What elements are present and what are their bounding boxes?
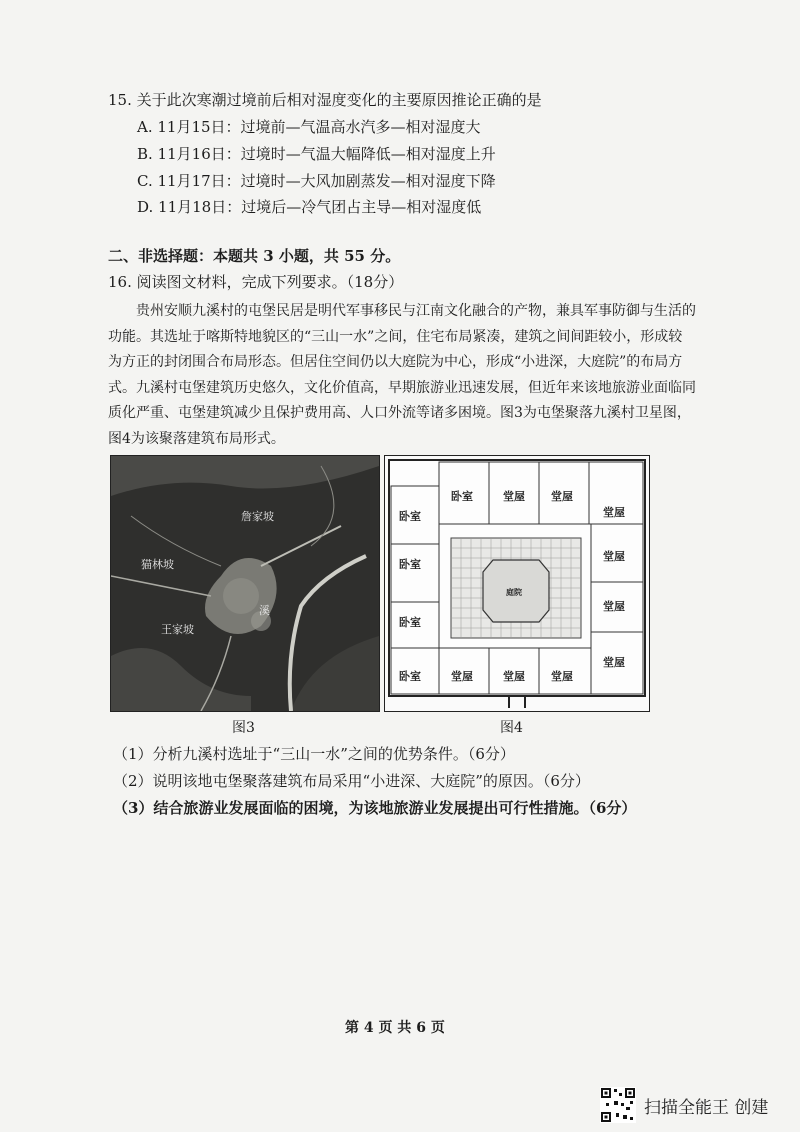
- room-label: 卧室: [399, 510, 421, 523]
- question-15-option-a: A. 11月15日：过境前—气温高水汽多—相对湿度大: [137, 118, 481, 136]
- scanner-watermark-text: 扫描全能王 创建: [644, 1097, 769, 1118]
- figure-4-caption: 图4: [500, 720, 523, 736]
- room-label: 堂屋: [551, 490, 573, 503]
- question-15-option-d: D. 11月18日：过境后—冷气团占主导—相对湿度低: [137, 198, 482, 216]
- subquestion-3: （3）结合旅游业发展面临的困境，为该地旅游业发展提出可行性措施。（6分）: [113, 799, 637, 817]
- satellite-map-figure: [110, 455, 380, 712]
- map-label-zhanjiapo: 詹家坡: [241, 510, 274, 523]
- room-label: 卧室: [399, 558, 421, 571]
- floor-plan-figure: [384, 455, 650, 712]
- material-line: 为方正的封闭围合布局形态。但居住空间仍以大庭院为中心，形成“小进深，大庭院”的布局方: [108, 354, 683, 370]
- room-label: 卧室: [399, 670, 421, 683]
- room-label: 堂屋: [451, 670, 473, 683]
- question-16-stem: 16. 阅读图文材料，完成下列要求。（18分）: [108, 273, 404, 291]
- room-label: 堂屋: [551, 670, 573, 683]
- satellite-map-image: [111, 456, 379, 711]
- room-label: 堂屋: [503, 490, 525, 503]
- floor-plan-image: [385, 456, 649, 711]
- subquestion-1: （1）分析九溪村选址于“三山一水”之间的优势条件。（6分）: [113, 745, 515, 763]
- courtyard-label: 庭院: [506, 588, 522, 597]
- room-label: 堂屋: [603, 656, 625, 669]
- map-label-wangjiapo: 王家坡: [161, 623, 194, 636]
- material-line: 图4为该聚落建筑布局形式。: [108, 430, 285, 447]
- material-line: 功能。其选址于喀斯特地貌区的“三山一水”之间，住宅布局紧凑，建筑之间间距较小，形成较: [108, 328, 683, 345]
- material-line: 贵州安顺九溪村的屯堡民居是明代军事移民与江南文化融合的产物，兼具军事防御与生活的: [136, 303, 696, 319]
- subquestion-2: （2）说明该地屯堡聚落建筑布局采用“小进深、大庭院”的原因。（6分）: [113, 772, 590, 790]
- room-label: 堂屋: [603, 600, 625, 613]
- question-16-material: [108, 299, 708, 452]
- room-label: 堂屋: [603, 550, 625, 563]
- room-label: 堂屋: [603, 506, 625, 519]
- question-15-option-c: C. 11月17日：过境时—大风加剧蒸发—相对湿度下降: [137, 172, 496, 190]
- room-label: 堂屋: [503, 670, 525, 683]
- scanner-watermark: [600, 1087, 768, 1123]
- material-line: 式。九溪村屯堡建筑历史悠久，文化价值高，早期旅游业迅速发展，但近年来该地旅游业面临同: [108, 379, 696, 396]
- room-label: 卧室: [399, 616, 421, 629]
- page-footer: 第 4 页 共 6 页: [345, 1020, 445, 1036]
- section-heading: 二、非选择题：本题共 3 小题，共 55 分。: [108, 247, 401, 265]
- material-line: 质化严重、屯堡建筑减少且保护费用高、人口外流等诸多困境。图3为屯堡聚落九溪村卫星图，: [108, 405, 691, 421]
- qr-code-icon: [600, 1087, 636, 1123]
- map-label-xi: 溪: [259, 604, 270, 617]
- question-15-option-b: B. 11月16日：过境时—气温大幅降低—相对湿度上升: [137, 145, 496, 163]
- question-15-stem: 15. 关于此次寒潮过境前后相对湿度变化的主要原因推论正确的是: [108, 91, 542, 109]
- room-label: 卧室: [451, 490, 473, 503]
- map-label-maolinpo: 猫林坡: [141, 558, 174, 571]
- figure-3-caption: 图3: [232, 720, 255, 736]
